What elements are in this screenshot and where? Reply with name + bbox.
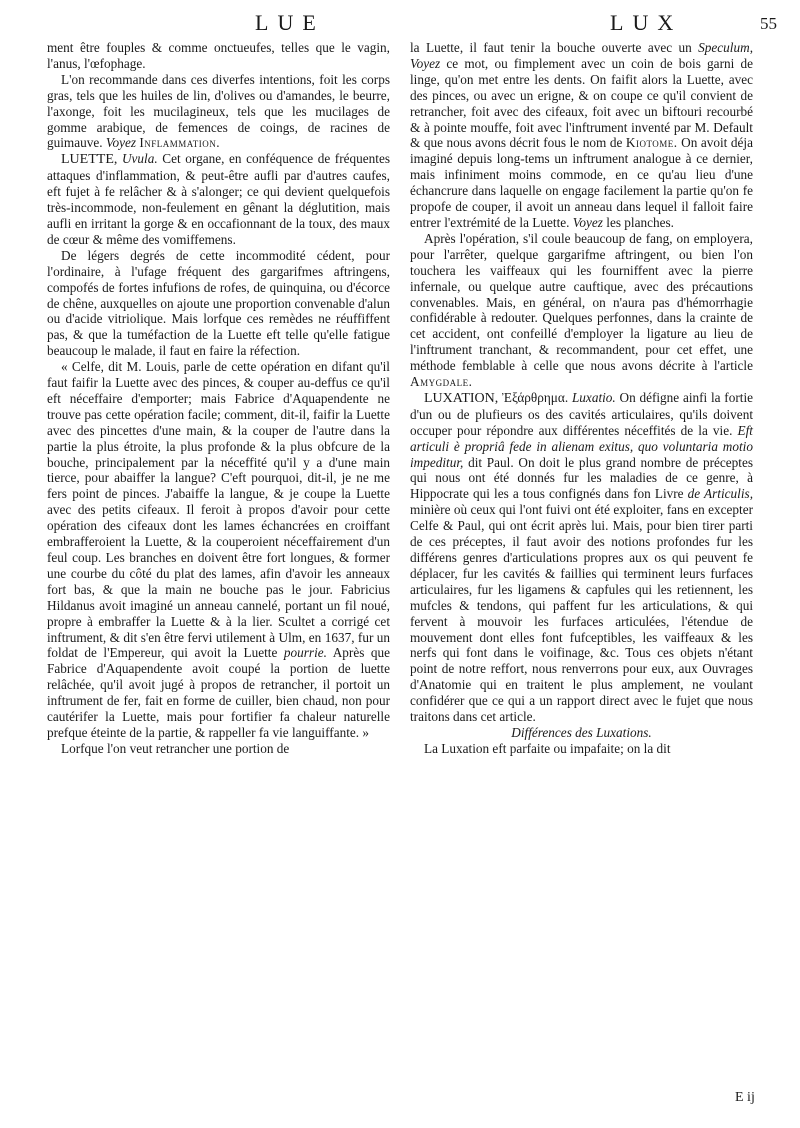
cross-reference: Amygdale. <box>410 374 473 390</box>
text-run: Voyez <box>105 135 137 151</box>
entry-headword: LUXATION, <box>424 390 499 406</box>
paragraph <box>410 231 753 390</box>
paragraph <box>410 741 753 757</box>
text-run: , <box>749 40 753 55</box>
page-header <box>45 8 785 40</box>
paragraph <box>47 359 390 741</box>
text-run: Luxatio. <box>571 389 616 405</box>
text-run: Uvula. <box>121 151 158 167</box>
text-run: Après l'opération, s'il coule beaucoup de fang, on employera, pour l'arrêter, quelque gargarifme aftringent, ou bien l'on touchera les vaiffeaux qui les fourniffent avec la pierre infernale, ou quelque autre cauftique, avec des précautions convenables. Mais, en général, on n'aura pas d'hémorrhagie confidérable à redouter. Quelques perfonnes, dans la crainte de cet accident, ont confeillé d'employer la ligature au lieu de l'inftrument tranchant, & recommandent, pour cet effet, une méthode femblable à celle que nous avons décrite à l'article <box>410 230 753 374</box>
running-head-right: LUX <box>610 10 683 35</box>
section-subheading: Différences des Luxations. <box>511 724 652 740</box>
paragraph <box>47 741 390 757</box>
text-run: Speculum <box>698 40 750 55</box>
text-run: dit Paul. On doit le plus grand nombre de préceptes qui nous ont été donnés fur les maladies de ce genre, à Hippocrate qui les a tous confignés dans fon Livre <box>410 454 753 502</box>
running-head-left: LUE <box>255 10 325 35</box>
text-run: On avoit déja imaginé depuis long-tems un inftrument analogue à ce dernier, mais infiniment moins commode, en ce qu'au lieu d'une échancrure dans laquelle on engage facilement la partie qu'on fe propofe de couper, il avoit un anneau dans lequel il falloit faire entrer l'extrémité de la Luette. <box>410 135 753 230</box>
signature-mark: E ij <box>735 1090 755 1105</box>
text-run: Voyez <box>410 55 441 71</box>
text-run: de Articulis, <box>687 486 754 502</box>
entry-luxation <box>410 390 753 725</box>
paragraph <box>47 72 390 152</box>
text-run: La Luxation eft parfaite ou impafaite; on la dit <box>424 740 671 756</box>
cross-reference: Kiotome. <box>625 135 678 151</box>
text-run: Voyez <box>572 214 603 230</box>
right-column <box>410 40 753 757</box>
text-run: pourrie. <box>283 645 327 661</box>
text-run: ce mot, ou fimplement avec un coin de bois garni de linge, qu'on met entre les dents. On faifit alors la Luette, avec des pinces, ou avec un erigne, & on coupe ce qu'il convient de retrancher, foit avec des cifeaux, foit avec un biftouri recourbé & à pointe mouffe, foit avec l'inftrument inventé par M. Default & que nous avons décrit fous le nom de <box>410 55 753 151</box>
text-run: L'on recommande dans ces diverfes intentions, foit les corps gras, tels que les huiles de lin, d'olives ou d'amandes, le beurre, l'axonge, foit les mucilagineux, tels que les mucilages de gomme arabique, de femences de coings, de racines de guimauve. <box>47 71 390 151</box>
text-run: De légers degrés de cette incommodité cédent, pour l'ordinaire, à l'ufage fréquent des gargarifmes aftringens, compofés de fortes infufions de rofes, de quinquina, ou d'écorce de chêne, auxquelles on ajoute une proportion convenable d'alun ou d'acide vitriolique. Mais lorfque ces remèdes ne réuffiffent pas, & que la tuméfaction de la Luette eft telle qu'elle fatigue beaucoup le malade, il faut en faire la réfection. <box>47 247 390 359</box>
text-run: Eft articuli è propriâ fede in alienam exitus, quo voluntaria motio impeditur, <box>410 422 753 470</box>
text-run: « Celfe, dit M. Louis, parle de cette opération en difant qu'il faut faifir la Luette avec des pinces, & couper au-deffus ce qu'il eft néceffaire d'emporter; mais Fabrice d'Aquapendente ne trouve pas cette opération facile; comment, dit-il, faifir la Luette avec des pincettes d'une main, & la couper de l'autre dans la partie la plus étroite, la plus profonde & la plus obfcure de la bouche, principalement par la néceffité qu'il y a d'une main tierce, pour abaiffer la langue? C'eft pourquoi, dit-il, je ne me fers point de pinces. J'abaiffe la langue, & je coupe la Luette avec des petits cifeaux. Il feroit à propos d'avoir pour cette opération des cifeaux dont les lames échancrées en croiffant embrafferoient la Luette, & la couperoient néceffairement d'un feul coup. Les branches en doivent être fort longues, & former une courbe du côté du plat des lames, afin d'avoir les anneaux fort bas, & que la main ne bouche pas le jour. Fabricius Hildanus avoit imaginé un anneau cannelé, portant un fil noué, propre à embraffer la Luette & à la lier. Scultet a corrigé cet inftrument, & dit s'en être fervi utilement à Ulm, en 1637, fur un foldat de l'Empereur, qui avoit la Luette <box>47 359 390 661</box>
text-run: Lorfque l'on veut retrancher une portion de <box>61 740 290 756</box>
page-number: 55 <box>760 14 777 33</box>
paragraph <box>47 248 390 359</box>
text-run: ment être fouples & comme onctueufes, telles que le vagin, l'anus, l'œfophage. <box>47 40 390 71</box>
text-run: Ἐξάρθρημα. <box>502 389 569 405</box>
text-run: la Luette, il faut tenir la bouche ouverte avec un <box>410 40 699 55</box>
entry-luette <box>47 151 390 247</box>
paragraph <box>410 40 753 231</box>
left-column <box>47 40 390 757</box>
text-run: Après que Fabrice d'Aquapendente avoit coupé la portion de luette relâchée, qu'il avoit jugé à propos de retrancher, il portoit un inftrument de fer, fait en forme de cuiller, bien chaud, non pour cautérifer la Luette, mais pour fortifier fa chaleur naturelle prefque éteinte de la partie, & rappeller fa vie languiffante. » <box>47 645 390 740</box>
text-run: On défigne ainfi la fortie d'un ou de plufieurs os des cavités articulaires, qu'ils doivent occuper pour répondre aux différentes néceffités de la vie. <box>410 389 754 438</box>
text-run: Cet organe, en conféquence de fréquentes attaques d'inflammation, & peut-être aufli par d'autres caufes, eft fujet à fe relâcher & à s'alonger; ce qui devient quelquefois très-incommode, non-feulement en gênant la déglutition, mais aufli en irritant la gorge & en occafionnant de la toux, des maux de cœur & même des vomiffemens. <box>47 151 390 247</box>
cross-reference: Inflammation. <box>139 135 221 151</box>
text-run: minière où ceux qui l'ont fuivi ont été exploiter, fans en excepter Celfe & Paul, qui ont écrit après lui. Mais, pour bien tirer parti de ces préceptes, il faut avoir des notions profondes fur les différens genres d'articulations propres aux os qui peuvent fe déplacer, fur les cavités & faillies qui terminent leurs furfaces articulaires, fur les ligamens & capfules qui les retiennent, les mufcles & tendons, qui paffent fur les articulations, & qui fervent à mouvoir les furfaces articulées, l'étendue de mouvement dont elles font fufceptibles, les vaiffeaux & les nerfs qui font dans le voifinage, &c. Tous ces objets n'étant point de notre reffort, nous renverrons pour eux, aux Ouvrages d'Anatomie qui en traitent le plus amplement, ne voulant confidérer que ce qui a un rapport direct avec le fujet que nous traitons dans cet article. <box>410 502 753 725</box>
entry-headword: LUETTE, <box>61 152 118 168</box>
text-run: les planches. <box>602 214 674 230</box>
paragraph <box>47 40 390 72</box>
